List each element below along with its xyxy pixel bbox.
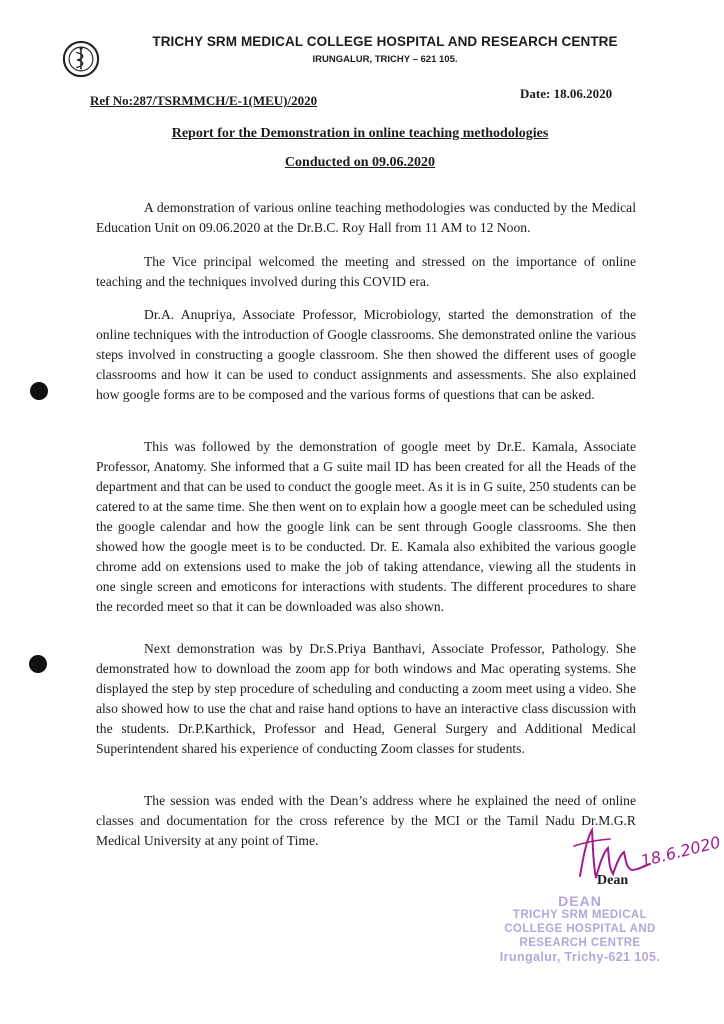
report-subtitle: Conducted on 09.06.2020 bbox=[284, 155, 436, 170]
paragraph-google-meet: This was followed by the demonstration of google meet by Dr.E. Kamala, Associate Professor, Anatomy. She informed that a G suite mail ID has been created for all the Heads of the department and that can be used to conduct the google meet. As it is in G suite, 250 students can be catered to at the same time. She then went on to explain how a google meet can be scheduled using the google calendar and how the google link can be sent through Google classrooms. She then showed how the google meet is to be conducted. Dr. E. Kamala also exhibited the various google chrome add on extensions used to make the job of taking attendance, viewing all the students in one single screen and emoticons for interactions with students. The different procedures to share the recorded meet so that it can be downloaded was also shown. bbox=[96, 438, 636, 614]
institution-address: IRUNGALUR, TRICHY – 621 105. bbox=[312, 54, 458, 65]
official-stamp bbox=[490, 894, 670, 964]
document-date: Date: 18.06.2020 bbox=[520, 86, 613, 101]
paragraph-zoom: Next demonstration was by Dr.S.Priya Banthavi, Associate Professor, Pathology. She demonstrated how to download the zoom app for both windows and Mac operating systems. She displayed the step by step procedure of scheduling and conducting a zoom meet using a video. She also showed how to use the chat and raise hand options to have an interactive class discussion with the students. Dr.P.Karthick, Professor and Head, General Surgery and Additional Medical Superintendent shared his experience of conducting Zoom classes for students. bbox=[96, 640, 636, 756]
stamp-title: DEAN bbox=[558, 893, 602, 909]
punch-hole-top bbox=[30, 382, 48, 400]
signatory-title: Dean bbox=[597, 873, 629, 888]
paragraph-closing: The session was ended with the Dean’s address where he explained the need of online classes and documentation for the cross reference by the MCI or the Tamil Nadu Dr.M.G.R Medical University at any point of Time. bbox=[96, 792, 636, 848]
punch-hole-bottom bbox=[29, 655, 47, 673]
report-title: Report for the Demonstration in online teaching methodologies bbox=[171, 126, 549, 141]
stamp-line: TRICHY SRM MEDICAL bbox=[512, 909, 648, 921]
stamp-line: COLLEGE HOSPITAL AND bbox=[504, 923, 656, 935]
college-emblem-icon bbox=[62, 40, 100, 78]
institution-name: TRICHY SRM MEDICAL COLLEGE HOSPITAL AND RESEARCH CENTRE bbox=[152, 34, 618, 49]
paragraph-intro: A demonstration of various online teaching methodologies was conducted by the Medical Education Unit on 09.06.2020 at the Dr.B.C. Roy Hall from 11 AM to 12 Noon. bbox=[96, 199, 636, 235]
paragraph-welcome: The Vice principal welcomed the meeting and stressed on the importance of online teaching and the techniques involved during this COVID era. bbox=[96, 253, 636, 289]
paragraph-google-classroom: Dr.A. Anupriya, Associate Professor, Microbiology, started the demonstration of the online techniques with the introduction of Google classrooms. She demonstrated online the various steps involved in constructing a google classroom. She then showed the different uses of google classrooms and how it can be used to conduct assignments and assessments. She also explained how google forms are to be composed and the various forms of questions that can be asked. bbox=[96, 306, 636, 402]
reference-number: Ref No:287/TSRMMCH/E-1(MEU)/2020 bbox=[90, 93, 318, 108]
signature-date: 18.6.2020 bbox=[638, 832, 723, 871]
stamp-line: RESEARCH CENTRE bbox=[519, 937, 641, 949]
stamp-address: Irungalur, Trichy-621 105. bbox=[499, 950, 661, 964]
